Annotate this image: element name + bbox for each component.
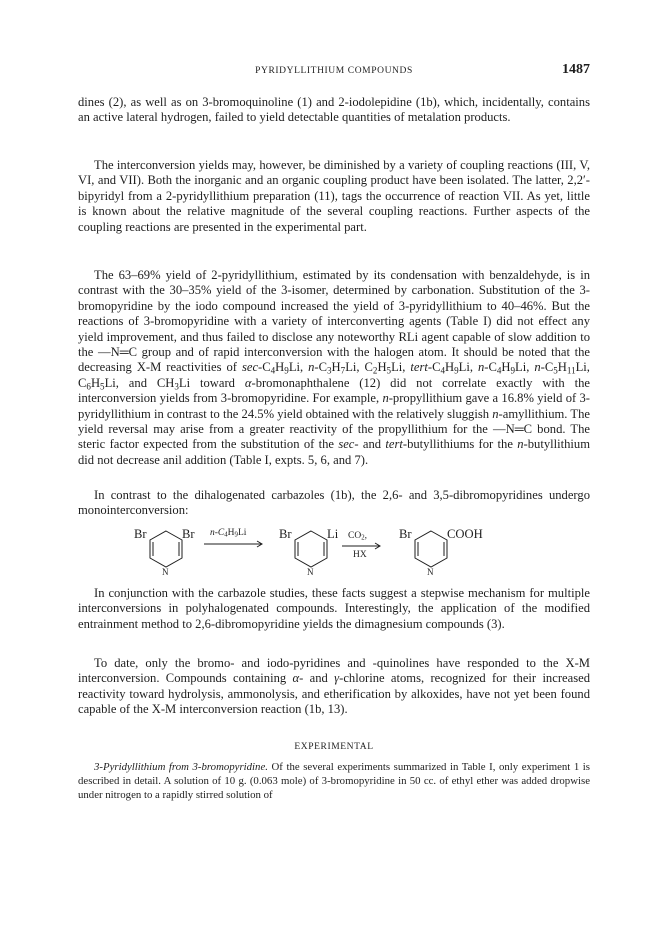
paragraph-text: In contrast to the dihalogenated carbazoles (1b), the 2,6- and 3,5-dibromopyridines undergo monointerconversion: [78,488,590,518]
paragraph-continuation [78,95,590,126]
running-title: PYRIDYLLITHIUM COMPOUNDS [255,66,413,76]
acid-label: HX [353,550,367,560]
pyridine-ring-3 [415,531,447,567]
page-number: 1487 [562,62,590,77]
bromine-label: Br [134,527,147,541]
paragraph-halopyridines [78,656,590,718]
pyridine-ring-2 [295,531,327,567]
bromine-label: Br [279,527,292,541]
paragraph-dibromopyridines [78,488,590,519]
experiment-title: 3-Pyridyllithium from 3-bromopyridine. [94,761,268,773]
reagent-label: $n-C_4H_9Li$ [210,528,247,539]
paragraph-carbazole-studies [78,586,590,632]
ring-nitrogen-label: N [307,567,314,577]
ring-nitrogen-label: N [427,567,434,577]
paragraph-yields [78,268,590,468]
carboxyl-label: COOH [447,527,483,541]
lithium-label: Li [327,527,339,541]
bromine-label: Br [399,527,412,541]
carbon-dioxide-label: $CO_2$, [348,531,367,542]
reaction-scheme [78,525,590,583]
experimental-heading: EXPERIMENTAL [294,742,374,752]
paragraph-text: The interconversion yields may, however, be diminished by a variety of coupling reactions (III, V, VI, and VII). Both the inorganic and an organic coupling product have been isolated. The latter, 2,2′-bipyridyl from a 2-pyridyllithium preparation (11), tags the occurrence of reaction VII. As yet, little is known about the relative magnitude of the several coupling reactions. Further aspects of the coupling reactions are presented in the experimental part. [78,158,590,234]
paragraph-coupling-reactions [78,158,590,235]
paragraph-text: dines (2), as well as on 3-bromoquinoline (1) and 2-iodolepidine (1b), which, incidentally, contains an active lateral hydrogen, failed to yield detectable quantities of metalation products. [78,95,590,125]
page-header [78,62,590,82]
experimental-paragraph [78,761,590,802]
paragraph-text: 3-Pyridyllithium from 3-bromopyridine. Of the several experiments summarized in Table I, only experiment 1 is described in detail. A solution of 10 g. (0.063 mole) of 3-bromopyridine in 50 cc. of ethyl ether was added dropwise under nitrogen to a rapidly stirred solution of [78,761,590,801]
paragraph-text: The 63–69% yield of 2-pyridyllithium, estimated by its condensation with benzaldehyde, is in contrast with the 30–35% yield of the 3-isomer, determined by carbonation. Substitution of the 3-bromopyridine by the iodo compound increased the yield of 3-pyridyllithium to 40–46%. But the reactions of 3-bromopyridine with a variety of interconverting agents (Table I) did not effect any yield improvement, and thus failed to disclose any noteworthy RLi agent capable of slow addition to the —N═C group and of rapid interconversion with the halogen atom. It should be noted that the decreasing X-M reactivities of $\sec-C_4H_9Li$, $n-C_3H_7Li$, $C_2H_5Li$, tert-$C_4H_9Li$, $n-C_4H_9Li$, $n-C_5H_{11}Li$, $C_6H_5Li$, and $CH_3Li$ toward α-bromonaphthalene (12) did not correlate exactly with the interconversion yields from 3-bromopyridine. For example, n-propyllithium gave a 16.8% yield of 3-pyridyllithium in contrast to the 24.5% yield obtained with the relatively sluggish n-amyllithium. The yield reversal may arise from a greater reactivity of the propyllithium for the —N═C bond. The steric factor expected from the substitution of the sec- and tert-butyllithiums for the n-butyllithium did not decrease anil addition (Table I, expts. 5, 6, and 7). [78,268,590,467]
ring-nitrogen-label: N [162,567,169,577]
pyridine-ring-1 [150,531,182,567]
paragraph-text: In conjunction with the carbazole studies, these facts suggest a stepwise mechanism for multiple interconversions in polyhalogenated compounds. Interestingly, the application of the modified entrainment method to 2,6-dibromopyridine yields the dimagnesium compounds (3). [78,586,590,631]
bromine-label: Br [182,527,195,541]
paragraph-text: To date, only the bromo- and iodo-pyridines and -quinolines have responded to the X-M interconversion. Compounds containing α- and γ-chlorine atoms, recognized for their increased reactivity toward hydrolysis, ammonolysis, and etherification by alkoxides, have not yet been found capable of the X-M interconversion reaction (1b, 13). [78,656,590,717]
